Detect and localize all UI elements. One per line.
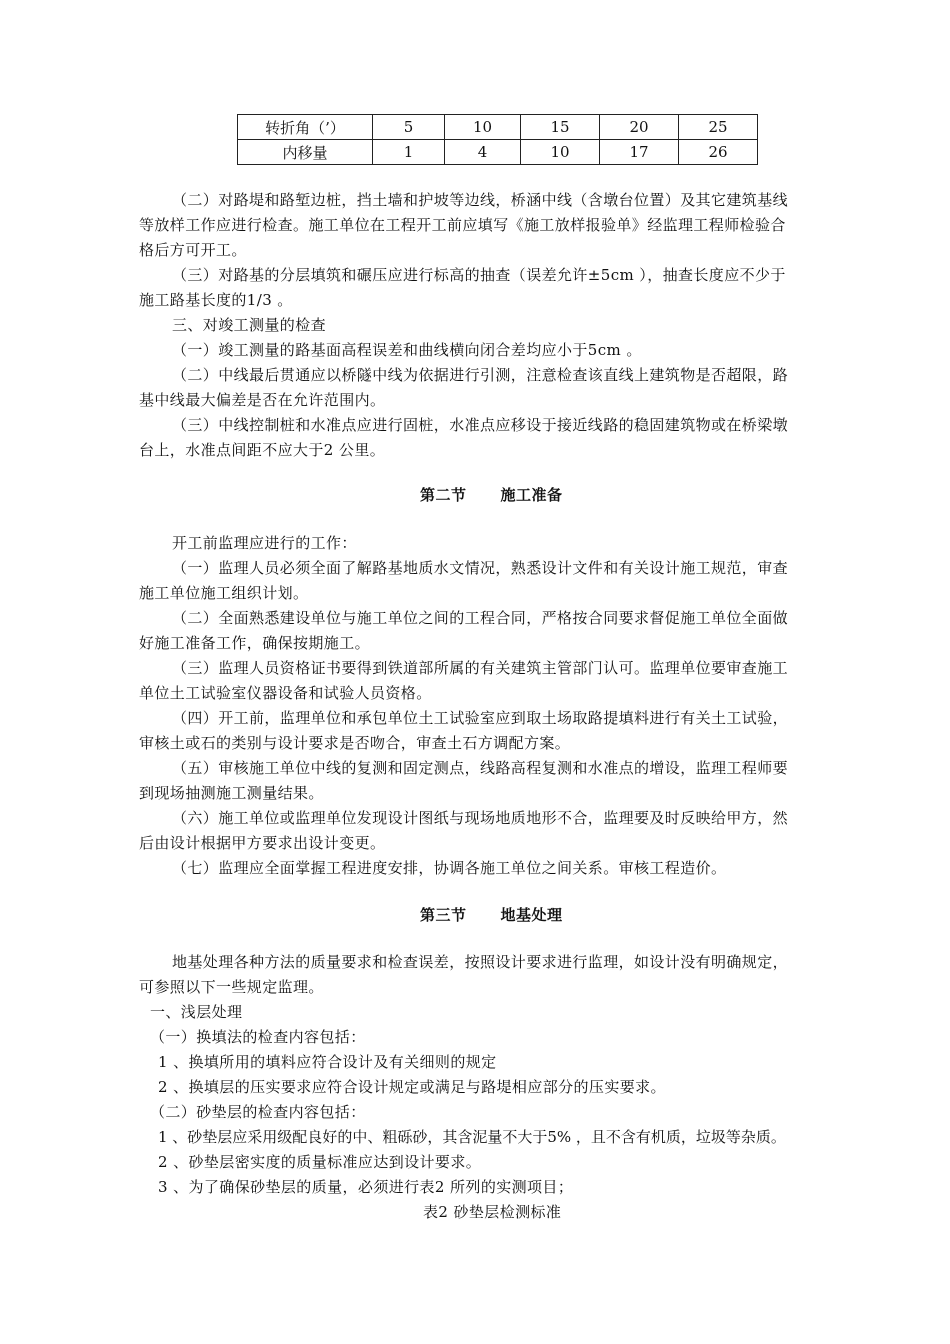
- table-row: [238, 115, 758, 140]
- paragraph-line: 三、对竣工测量的检查: [172, 316, 327, 334]
- table-row: [238, 140, 758, 165]
- table-cell: 5: [373, 115, 445, 140]
- paragraph-line: （一）监理人员必须全面了解路基地质水文情况，熟悉设计文件和有关设计施工规范，审查: [172, 559, 789, 577]
- paragraph-line: （三）对路基的分层填筑和碾压应进行标高的抽查（误差允许±5cm ），抽查长度应不少于: [172, 266, 786, 284]
- paragraph-line: 审核土或石的类别与设计要求是否吻合，审查土石方调配方案。: [139, 734, 571, 752]
- paragraph-line: 可参照以下一些规定监理。: [139, 978, 324, 996]
- paragraph-line: （三）中线控制桩和水准点应进行固桩，水准点应移设于接近线路的稳固建筑物或在桥梁墩: [172, 416, 789, 434]
- table-cell: 17: [600, 140, 679, 165]
- table-cell: 转折角（’）: [238, 115, 373, 140]
- paragraph-line: （四）开工前，监理单位和承包单位土工试验室应到取土场取路提填料进行有关土工试验，: [172, 709, 789, 727]
- paragraph-line: 一、浅层处理: [150, 1003, 243, 1021]
- table-cell: 10: [445, 115, 521, 140]
- table-cell: 25: [679, 115, 758, 140]
- paragraph-line: 后由设计根据甲方要求出设计变更。: [139, 834, 386, 852]
- paragraph-line: （六）施工单位或监理单位发现设计图纸与现场地质地形不合，监理要及时反映给甲方，然: [172, 809, 789, 827]
- paragraph-line: （二）砂垫层的检查内容包括：: [150, 1103, 366, 1121]
- paragraph-line: 1 、换填所用的填料应符合设计及有关细则的规定: [158, 1053, 497, 1071]
- paragraph-line: （一）竣工测量的路基面高程误差和曲线横向闭合差均应小于5cm 。: [172, 341, 642, 359]
- table-cell: 内移量: [238, 140, 373, 165]
- section-number: 第二节: [420, 486, 467, 504]
- paragraph-line: 施工路基长度的1/3 。: [139, 291, 293, 309]
- paragraph-line: （三）监理人员资格证书要得到铁道部所属的有关建筑主管部门认可。监理单位要审查施工: [172, 659, 789, 677]
- section-title: 施工准备: [500, 486, 563, 504]
- paragraph-line: 2 、砂垫层密实度的质量标准应达到设计要求。: [158, 1153, 482, 1171]
- paragraph-line: 等放样工作应进行检查。施工单位在工程开工前应填写《施工放样报验单》经监理工程师检验合: [139, 216, 786, 234]
- paragraph-line: 格后方可开工。: [139, 241, 247, 259]
- paragraph-line: 单位土工试验室仪器设备和试验人员资格。: [139, 684, 432, 702]
- section-number: 第三节: [420, 906, 467, 924]
- table-cell: 1: [373, 140, 445, 165]
- paragraph-line: （五）审核施工单位中线的复测和固定测点，线路高程复测和水准点的增设，监理工程师要: [172, 759, 789, 777]
- section-title: 地基处理: [500, 906, 563, 924]
- section-heading: [420, 483, 563, 507]
- paragraph-line: （一）换填法的检查内容包括：: [150, 1028, 366, 1046]
- paragraph-line: （七）监理应全面掌握工程进度安排，协调各施工单位之间关系。审核工程造价。: [172, 859, 727, 877]
- paragraph-line: 施工单位施工组织计划。: [139, 584, 309, 602]
- table-cell: 4: [445, 140, 521, 165]
- paragraph-line: 到现场抽测施工测量结果。: [139, 784, 324, 802]
- paragraph-line: 3 、为了确保砂垫层的质量，必须进行表2 所列的实测项目；: [158, 1178, 574, 1196]
- deflection-angle-table: [237, 114, 758, 165]
- paragraph-line: 1 、砂垫层应采用级配良好的中、粗砾砂，其含泥量不大于5% ，且不含有机质，垃圾等杂质。: [158, 1128, 786, 1146]
- paragraph-line: （二）中线最后贯通应以桥隧中线为依据进行引测，注意检查该直线上建筑物是否超限，路: [172, 366, 789, 384]
- table-cell: 20: [600, 115, 679, 140]
- table-cell: 26: [679, 140, 758, 165]
- table-caption: 表2 砂垫层检测标准: [423, 1203, 562, 1221]
- paragraph-line: 基中线最大偏差是否在允许范围内。: [139, 391, 386, 409]
- paragraph-line: 开工前监理应进行的工作：: [172, 534, 357, 552]
- paragraph-line: 台上，水准点间距不应大于2 公里。: [139, 441, 386, 459]
- paragraph-line: （二）对路堤和路堑边桩，挡土墙和护坡等边线，桥涵中线（含墩台位置）及其它建筑基线: [172, 191, 789, 209]
- paragraph-line: （二）全面熟悉建设单位与施工单位之间的工程合同，严格按合同要求督促施工单位全面做: [172, 609, 789, 627]
- section-heading: [420, 903, 563, 927]
- paragraph-line: 2 、换填层的压实要求应符合设计规定或满足与路堤相应部分的压实要求。: [158, 1078, 666, 1096]
- table-cell: 15: [521, 115, 600, 140]
- paragraph-line: 好施工准备工作，确保按期施工。: [139, 634, 371, 652]
- table-cell: 10: [521, 140, 600, 165]
- paragraph-line: 地基处理各种方法的质量要求和检查误差，按照设计要求进行监理，如设计没有明确规定，: [172, 953, 789, 971]
